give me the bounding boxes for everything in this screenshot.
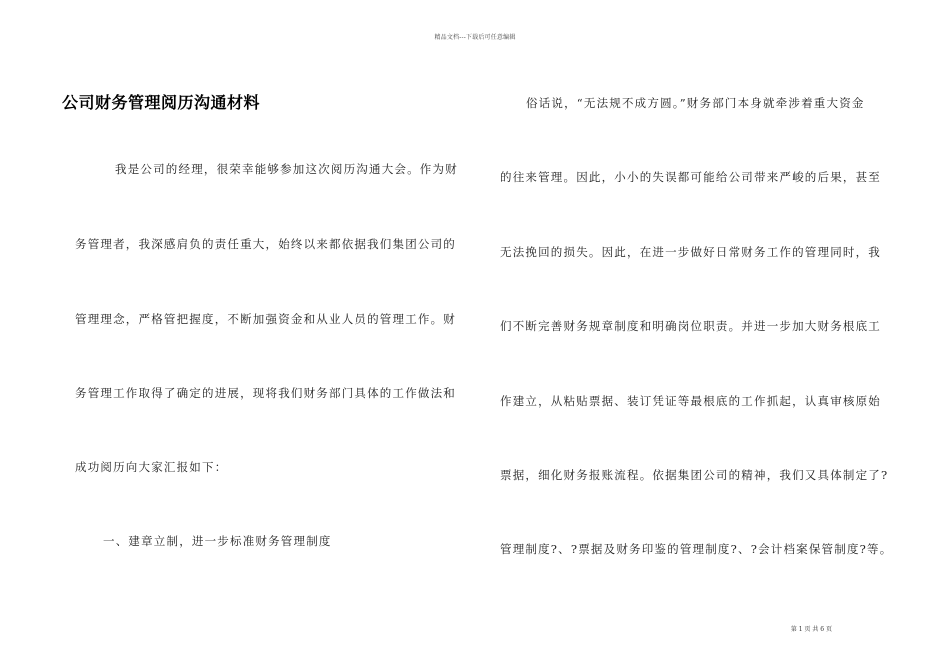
paragraph-line: 们不断完善财务规章制度和明确岗位职责。并进一步加大财务根底工 <box>500 319 881 333</box>
right-column <box>500 0 910 672</box>
paragraph-line: 务管理者，我深感肩负的责任重大，始终以来都依据我们集团公司的 <box>75 237 456 251</box>
paragraph-line: 我是公司的经理，很荣幸能够参加这次阅历沟通大会。作为财 <box>115 162 458 176</box>
paragraph-line: 俗话说，“无法规不成方圆。”财务部门本身就牵涉着重大资金 <box>526 96 865 110</box>
page-number: 第 1 页 共 6 页 <box>790 626 832 633</box>
paragraph-line: 的往来管理。因此，小小的失误都可能给公司带来严峻的后果，甚至 <box>500 170 881 184</box>
paragraph-line: 成功阅历向大家汇报如下： <box>75 460 228 474</box>
paragraph-line: 管理理念，严格管把握度，不断加强资金和从业人员的管理工作。财 <box>75 312 456 326</box>
paragraph-line: 无法挽回的损失。因此，在进一步做好日常财务工作的管理同时，我 <box>500 245 881 259</box>
paragraph-line: 作建立，从粘贴票据、装订凭证等最根底的工作抓起，认真审核原始 <box>500 394 881 408</box>
paragraph-line: 管理制度?、?票据及财务印鉴的管理制度?、?会计档案保管制度?等。 <box>500 542 893 556</box>
page-title: 公司财务管理阅历沟通材料 <box>62 93 261 112</box>
section-heading: 一、建章立制，进一步标准财务管理制度 <box>103 534 332 548</box>
paragraph-line: 务管理工作取得了确定的进展，现将我们财务部门具体的工作做法和 <box>75 386 456 400</box>
paragraph-line: 票据，细化财务报账流程。依据集团公司的精神，我们又具体制定了? <box>500 468 889 482</box>
left-column <box>62 0 462 672</box>
header-note: 精品文档---下载后可任意编辑 <box>434 34 516 41</box>
